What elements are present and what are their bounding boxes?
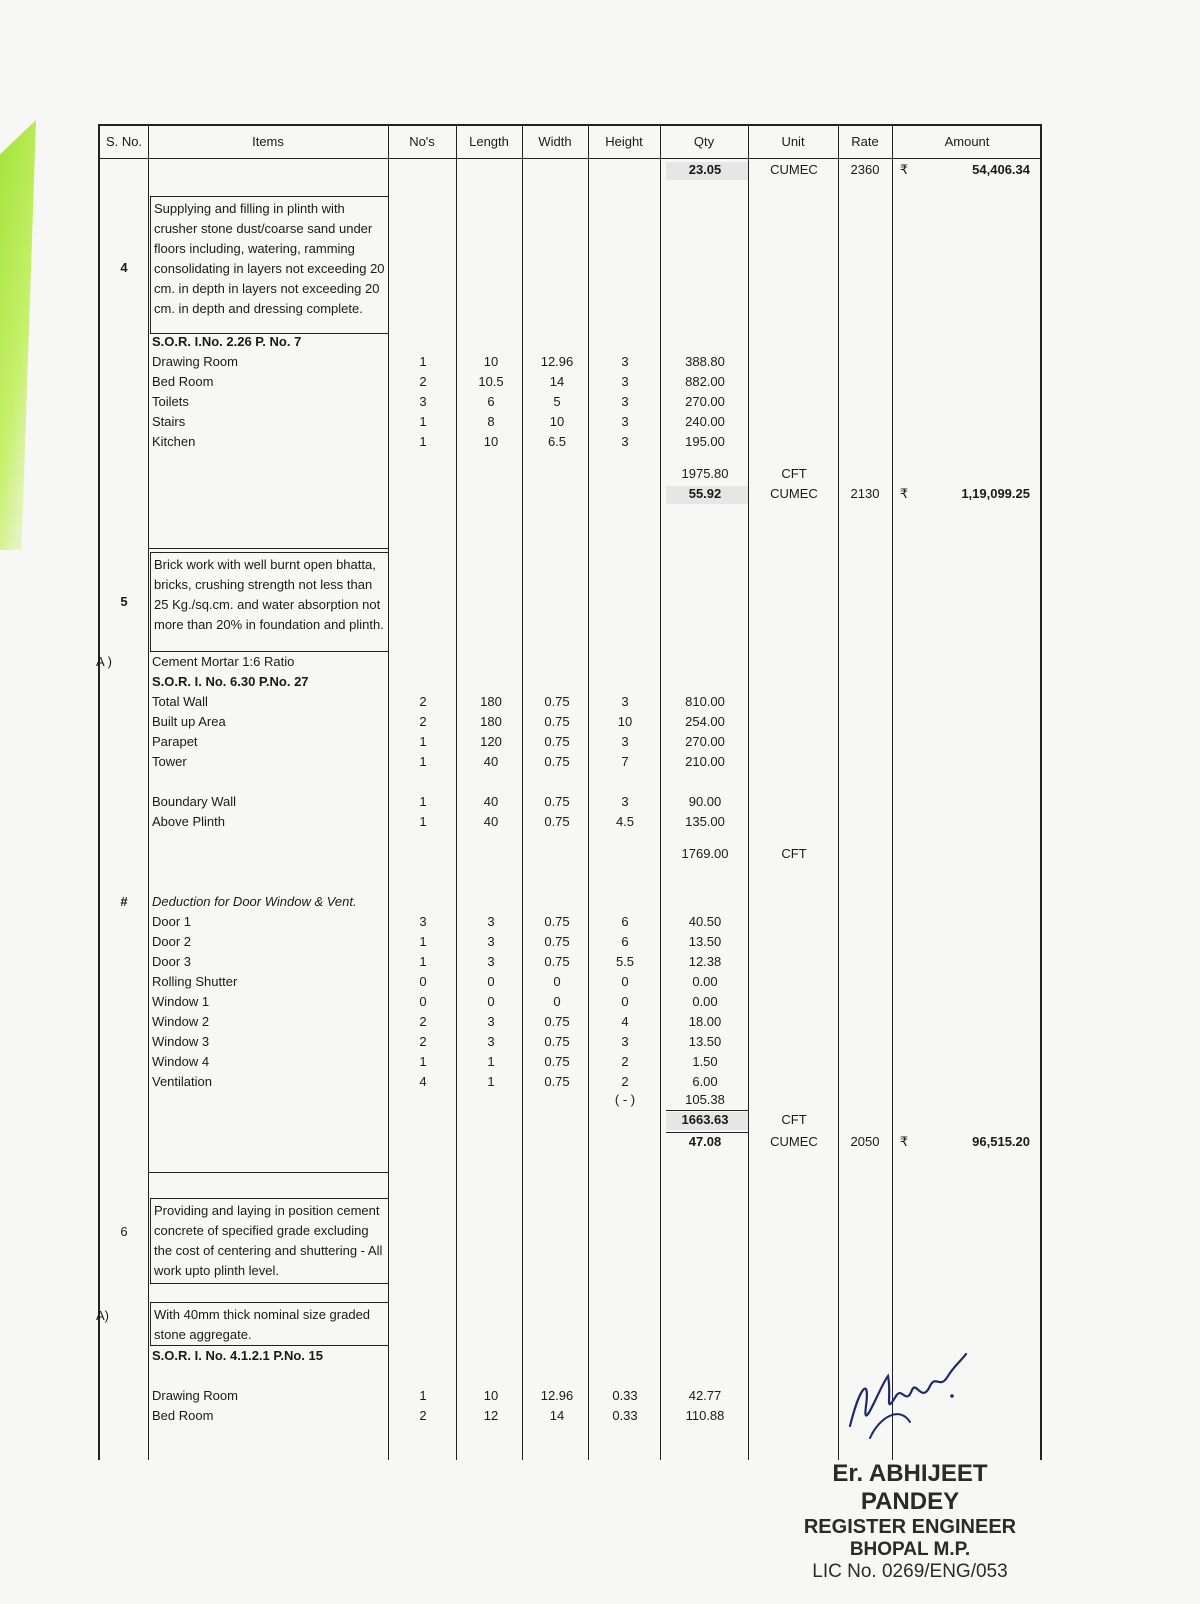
item5-subtotal-qty: 1769.00: [681, 846, 729, 861]
item6-sub-label: A): [96, 1308, 109, 1323]
qty-value: 882.00: [685, 374, 725, 389]
item5-net-unit: CFT: [781, 1112, 807, 1127]
table-row: [100, 394, 1040, 414]
item5-subtotal-unit: CFT: [781, 846, 807, 861]
length-value: 120: [480, 734, 502, 749]
width-value: 14: [549, 374, 565, 389]
length-value: 10: [483, 354, 499, 369]
nos-value: 3: [419, 914, 427, 929]
table-row: [100, 1074, 1040, 1094]
qty-value: 240.00: [685, 414, 725, 429]
width-value: 0.75: [544, 694, 570, 709]
nos-value: 2: [419, 374, 427, 389]
nos-value: 1: [419, 954, 427, 969]
item6-sno: 6: [120, 1224, 128, 1239]
deduction-minus: ( - ): [614, 1092, 636, 1107]
item-name: Door 2: [152, 934, 192, 949]
length-value: 3: [487, 934, 495, 949]
nos-value: 1: [419, 1054, 427, 1069]
nos-value: 0: [419, 974, 427, 989]
item-name: Toilets: [152, 394, 189, 409]
col-rate-header: Rate: [851, 134, 879, 149]
width-value: 0: [553, 974, 561, 989]
engineer-name: Er. ABHIJEET PANDEY: [832, 1460, 988, 1515]
table-row: [100, 434, 1040, 454]
nos-value: 2: [419, 1014, 427, 1029]
item5-conv-qty: 47.08: [688, 1134, 722, 1149]
qty-value: 135.00: [685, 814, 725, 829]
col-length-header: Length: [469, 134, 509, 149]
width-value: 0.75: [544, 1074, 570, 1089]
qty-value: 1.50: [692, 1054, 718, 1069]
nos-value: 3: [419, 394, 427, 409]
nos-value: 0: [419, 994, 427, 1009]
engineer-stamp: [780, 1460, 1040, 1583]
table-row: [100, 1054, 1040, 1074]
width-value: 0.75: [544, 934, 570, 949]
height-value: 0: [621, 994, 629, 1009]
col-nos-header: No's: [409, 134, 435, 149]
height-value: 7: [621, 754, 629, 769]
item-name: Tower: [152, 754, 187, 769]
length-value: 3: [487, 914, 495, 929]
deduction-title: Deduction for Door Window & Vent.: [152, 894, 357, 909]
qty-value: 18.00: [688, 1014, 722, 1029]
nos-value: 1: [419, 434, 427, 449]
nos-value: 2: [419, 694, 427, 709]
table-row: [100, 954, 1040, 974]
rupee-symbol: ₹: [899, 1134, 909, 1149]
table-row: [100, 1014, 1040, 1034]
qty-value: 270.00: [685, 734, 725, 749]
width-value: 0.75: [544, 754, 570, 769]
width-value: 0.75: [544, 954, 570, 969]
col-qty-header: Qty: [693, 134, 715, 149]
nos-value: 1: [419, 934, 427, 949]
green-paper-edge: [0, 120, 36, 550]
item-name: Total Wall: [152, 694, 208, 709]
width-value: 0.75: [544, 914, 570, 929]
engineer-place: BHOPAL M.P.: [849, 1539, 971, 1560]
item-name: Bed Room: [152, 1408, 214, 1423]
height-value: 3: [621, 794, 629, 809]
length-value: 3: [487, 954, 495, 969]
item-name: Built up Area: [152, 714, 226, 729]
width-value: 0: [553, 994, 561, 1009]
width-value: 12.96: [540, 354, 574, 369]
rupee-symbol: ₹: [899, 486, 909, 501]
item5-net-qty: 1663.63: [681, 1112, 729, 1127]
height-value: 3: [621, 394, 629, 409]
height-value: 3: [621, 354, 629, 369]
table-row: [100, 734, 1040, 754]
item-name: Parapet: [152, 734, 198, 749]
length-value: 40: [483, 794, 499, 809]
carry-row: [100, 162, 1040, 182]
table-row: [100, 994, 1040, 1014]
length-value: 3: [487, 1014, 495, 1029]
table-row: [100, 974, 1040, 994]
width-value: 14: [549, 1408, 565, 1423]
item4-sor: S.O.R. I.No. 2.26 P. No. 7: [152, 334, 302, 349]
qty-value: 13.50: [688, 1034, 722, 1049]
width-value: 10: [549, 414, 565, 429]
item4-conv-unit: CUMEC: [770, 486, 818, 501]
carry-rate: 2360: [850, 162, 880, 177]
item4-amount: 1,19,099.25: [961, 486, 1030, 501]
item4-description: Supplying and filling in plinth with crusher stone dust/coarse sand under floors including, watering, ramming consolidating in layers not exceeding 20 cm. in depth in layers not exceeding 20 cm. in depth and dressing complete.: [150, 196, 388, 334]
length-value: 1: [487, 1054, 495, 1069]
item-name: Boundary Wall: [152, 794, 237, 809]
qty-value: 12.38: [688, 954, 722, 969]
item4-total-qty: 1975.80: [681, 466, 729, 481]
width-value: 0.75: [544, 1034, 570, 1049]
item5-description: Brick work with well burnt open bhatta, bricks, crushing strength not less than 25 Kg./sq.cm. and water absorption not more than 20% in foundation and plinth.: [150, 552, 388, 652]
engineer-title: REGISTER ENGINEER: [803, 1516, 1017, 1538]
length-value: 12: [483, 1408, 499, 1423]
col-amount-header: Amount: [944, 134, 990, 149]
length-value: 1: [487, 1074, 495, 1089]
height-value: 3: [621, 414, 629, 429]
item5-sor: S.O.R. I. No. 6.30 P.No. 27: [152, 674, 309, 689]
item-name: Bed Room: [152, 374, 214, 389]
item4-total-unit: CFT: [781, 466, 807, 481]
height-value: 2: [621, 1054, 629, 1069]
qty-value: 810.00: [685, 694, 725, 709]
height-value: 3: [621, 374, 629, 389]
height-value: 3: [621, 1034, 629, 1049]
table-row: [100, 694, 1040, 714]
qty-value: 42.77: [688, 1388, 722, 1403]
width-value: 0.75: [544, 814, 570, 829]
col-width-header: Width: [538, 134, 572, 149]
length-value: 0: [487, 974, 495, 989]
deduction-mark: #: [120, 894, 128, 909]
length-value: 40: [483, 754, 499, 769]
item4-rate: 2130: [850, 486, 880, 501]
height-value: 3: [621, 434, 629, 449]
item-name: Drawing Room: [152, 354, 238, 369]
width-value: 6.5: [547, 434, 567, 449]
table-row: [100, 374, 1040, 394]
length-value: 8: [487, 414, 495, 429]
item-name: Stairs: [152, 414, 186, 429]
length-value: 180: [480, 694, 502, 709]
table-row: [100, 794, 1040, 814]
height-value: 10: [617, 714, 633, 729]
item4-sno: 4: [120, 260, 128, 275]
carry-unit: CUMEC: [770, 162, 818, 177]
length-value: 0: [487, 994, 495, 1009]
length-value: 3: [487, 1034, 495, 1049]
length-value: 6: [487, 394, 495, 409]
qty-value: 0.00: [692, 994, 718, 1009]
height-value: 0.33: [612, 1408, 638, 1423]
qty-value: 0.00: [692, 974, 718, 989]
item-name: Window 1: [152, 994, 210, 1009]
height-value: 0: [621, 974, 629, 989]
qty-value: 110.88: [685, 1408, 725, 1423]
nos-value: 1: [419, 754, 427, 769]
engineer-signature: [840, 1346, 980, 1442]
table-row: [100, 754, 1040, 774]
nos-value: 1: [419, 354, 427, 369]
carry-amount: 54,406.34: [972, 162, 1030, 177]
width-value: 0.75: [544, 734, 570, 749]
rupee-symbol: ₹: [899, 162, 909, 177]
item-name: Window 4: [152, 1054, 210, 1069]
table-row: [100, 354, 1040, 374]
item5-rate: 2050: [850, 1134, 880, 1149]
item-name: Door 3: [152, 954, 192, 969]
item-name: Window 3: [152, 1034, 210, 1049]
col-items-header: Items: [252, 134, 284, 149]
table-row: [100, 814, 1040, 834]
nos-value: 2: [419, 1408, 427, 1423]
height-value: 4.5: [615, 814, 635, 829]
item5-sub-label: A ): [96, 654, 112, 669]
item-name: Above Plinth: [152, 814, 225, 829]
nos-value: 1: [419, 734, 427, 749]
nos-value: 1: [419, 814, 427, 829]
item4-conv-qty: 55.92: [688, 486, 722, 501]
qty-value: 40.50: [688, 914, 722, 929]
deduction-total: 105.38: [685, 1092, 725, 1107]
item6-sub-description: With 40mm thick nominal size graded stone aggregate.: [150, 1302, 388, 1346]
qty-value: 254.00: [685, 714, 725, 729]
height-value: 6: [621, 914, 629, 929]
nos-value: 4: [419, 1074, 427, 1089]
table-row: [100, 1034, 1040, 1054]
table-row: [100, 914, 1040, 934]
qty-value: 6.00: [692, 1074, 718, 1089]
nos-value: 1: [419, 794, 427, 809]
table-row: [100, 714, 1040, 734]
qty-value: 388.80: [685, 354, 725, 369]
col-height-header: Height: [605, 134, 643, 149]
nos-value: 2: [419, 1034, 427, 1049]
width-value: 0.75: [544, 1054, 570, 1069]
nos-value: 1: [419, 414, 427, 429]
height-value: 6: [621, 934, 629, 949]
item-name: Ventilation: [152, 1074, 212, 1089]
qty-value: 90.00: [688, 794, 722, 809]
item-name: Drawing Room: [152, 1388, 238, 1403]
length-value: 40: [483, 814, 499, 829]
col-sno-header: S. No.: [105, 134, 143, 149]
height-value: 3: [621, 694, 629, 709]
item-name: Window 2: [152, 1014, 210, 1029]
length-value: 10: [483, 1388, 499, 1403]
length-value: 10.5: [478, 374, 504, 389]
item-name: Door 1: [152, 914, 192, 929]
height-value: 4: [621, 1014, 629, 1029]
item5-sno: 5: [120, 594, 128, 609]
item-name: Kitchen: [152, 434, 196, 449]
table-row: [100, 934, 1040, 954]
item-name: Rolling Shutter: [152, 974, 238, 989]
qty-value: 210.00: [685, 754, 725, 769]
col-unit-header: Unit: [781, 134, 805, 149]
height-value: 3: [621, 734, 629, 749]
item6-description: Providing and laying in position cement concrete of specified grade excluding the cost of centering and shuttering - All work upto plinth level.: [150, 1198, 388, 1284]
height-value: 2: [621, 1074, 629, 1089]
qty-value: 195.00: [685, 434, 725, 449]
estimate-sheet: [98, 124, 1042, 1460]
item5-conv-unit: CUMEC: [770, 1134, 818, 1149]
item6-sor: S.O.R. I. No. 4.1.2.1 P.No. 15: [152, 1348, 323, 1363]
width-value: 12.96: [540, 1388, 574, 1403]
width-value: 0.75: [544, 714, 570, 729]
item5-mortar: Cement Mortar 1:6 Ratio: [152, 654, 295, 669]
length-value: 180: [480, 714, 502, 729]
nos-value: 1: [419, 1388, 427, 1403]
qty-value: 13.50: [688, 934, 722, 949]
width-value: 5: [553, 394, 561, 409]
width-value: 0.75: [544, 1014, 570, 1029]
engineer-license: LIC No. 0269/ENG/053: [812, 1561, 1008, 1582]
height-value: 0.33: [612, 1388, 638, 1403]
height-value: 5.5: [615, 954, 635, 969]
width-value: 0.75: [544, 794, 570, 809]
nos-value: 2: [419, 714, 427, 729]
item5-amount: 96,515.20: [972, 1134, 1030, 1149]
qty-value: 270.00: [685, 394, 725, 409]
length-value: 10: [483, 434, 499, 449]
table-row: [100, 414, 1040, 434]
carry-qty: 23.05: [688, 162, 722, 177]
